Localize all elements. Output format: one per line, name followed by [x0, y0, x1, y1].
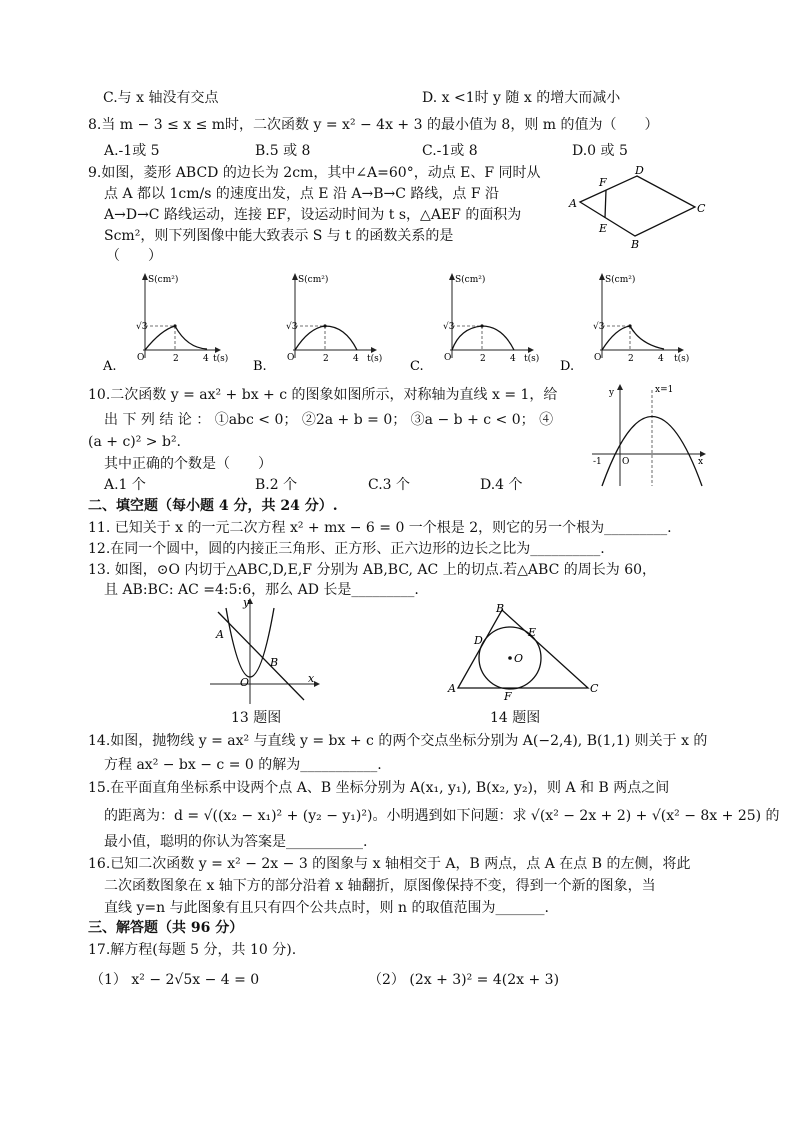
q14-line-2: 方程 ax² − bx − c = 0 的解为___________. [104, 757, 382, 773]
section-3-heading: 三、解答题（共 96 分） [88, 920, 244, 936]
svg-text:C: C [590, 682, 599, 695]
svg-text:y: y [243, 596, 250, 609]
q9-line-2: 点 A 都以 1cm/s 的速度出发，点 E 沿 A→B→C 路线，点 F 沿 [104, 186, 500, 202]
q10-option-c: C.3 个 [368, 477, 411, 493]
q14-line-1: 14.如图，抛物线 y = ax² 与直线 y = bx + c 的两个交点坐标分别为 A(−2,4), B(1,1) 则关于 x 的 [88, 733, 708, 749]
q9-line-3: A→D→C 路线运动，连接 EF，设运动时间为 t s，△AEF 的面积为 [104, 207, 522, 223]
svg-text:O: O [444, 353, 452, 363]
q15-line-1: 15.在平面直角坐标系中设两个点 A、B 坐标分别为 A(x₁, y₁), B(x₂, y₂)，则 A 和 B 两点之间 [88, 780, 670, 796]
q13-line-2: 且 AB:BC: AC =4:5:6，那么 AD 长是_________. [104, 582, 419, 598]
figure-13-caption: 13 题图 [231, 710, 282, 726]
q8-option-d: D.0 或 5 [572, 143, 628, 159]
svg-text:t(s): t(s) [213, 354, 229, 364]
svg-text:x: x [698, 457, 704, 467]
svg-text:2: 2 [323, 354, 329, 364]
figure-13 [200, 596, 330, 706]
svg-text:S(cm²): S(cm²) [148, 275, 179, 285]
graph-option-a-label: A. [103, 359, 117, 374]
svg-text:O: O [594, 353, 602, 363]
graph-option-c [410, 270, 540, 374]
q12: 12.在同一个圆中，圆的内接正三角形、正方形、正六边形的边长之比为__________. [88, 541, 605, 557]
rhombus-label-d: D [635, 164, 644, 177]
figure-14-caption: 14 题图 [490, 710, 541, 726]
q8-option-c: C.-1或 8 [422, 143, 478, 159]
q15-line-2: 的距离为：d = √((x₂ − x₁)² + (y₂ − y₁)²)。小明遇到如下问题：求 √(x² − 2x + 2) + √(x² − 8x + 25) 的 [104, 808, 780, 824]
q10-option-a: A.1 个 [104, 477, 146, 493]
q10-line-1: 10.二次函数 y = ax² + bx + c 的图象如图所示，对称轴为直线 x = 1，给 [88, 387, 558, 403]
figure-14 [440, 596, 610, 706]
svg-text:B: B [270, 656, 279, 669]
svg-text:B: B [496, 602, 505, 615]
svg-text:t(s): t(s) [367, 354, 383, 364]
rhombus-label-e: E [599, 222, 608, 235]
svg-text:D: D [474, 634, 483, 647]
svg-text:A: A [216, 628, 224, 641]
q7-option-d: D. x <1时 y 随 x 的增大而减小 [422, 90, 621, 106]
svg-text:O: O [137, 353, 145, 363]
q16-line-2: 二次函数图象在 x 轴下方的部分沿着 x 轴翻折，原图像保持不变，得到一个新的图象，当 [104, 878, 656, 894]
svg-text:x=1: x=1 [655, 385, 674, 395]
graph-option-d-label: D. [560, 359, 575, 374]
graph-option-a [103, 270, 229, 374]
q8-stem: 8.当 m − 3 ≤ x ≤ m时，二次函数 y = x² − 4x + 3 的最小值为 8，则 m 的值为（ ） [88, 117, 659, 133]
svg-text:A: A [448, 682, 456, 695]
q15-line-3: 最小值，聪明的你认为答案是___________. [104, 834, 368, 850]
q7-option-c: C.与 x 轴没有交点 [103, 90, 219, 106]
svg-text:O: O [287, 353, 295, 363]
q16-line-1: 16.已知二次函数 y = x² − 2x − 3 的图象与 x 轴相交于 A，B 两点，点 A 在点 B 的左侧，将此 [88, 856, 691, 872]
section-2-heading: 二、填空题（每小题 4 分，共 24 分）. [88, 498, 338, 514]
q8-option-a: A.-1或 5 [104, 143, 160, 159]
svg-text:O: O [240, 676, 250, 689]
graph-option-b [253, 270, 383, 374]
q10-line-2: 出 下 列 结 论 ： ①abc < 0； ②2a + b = 0； ③a − b + c < 0； ④ [104, 412, 554, 428]
svg-text:4: 4 [353, 354, 359, 364]
svg-text:√3: √3 [136, 322, 148, 332]
q13-line-1: 13. 如图，⊙O 内切于△ABC,D,E,F 分别为 AB,BC, AC 上的切点.若△ABC 的周长为 60， [88, 562, 657, 578]
rhombus-label-a: A [569, 197, 577, 210]
svg-text:O: O [622, 457, 630, 467]
graph-option-b-label: B. [253, 359, 267, 374]
svg-text:y: y [609, 388, 615, 398]
svg-text:2: 2 [628, 354, 634, 364]
svg-text:4: 4 [658, 354, 664, 364]
q9-line-5: （ ） [106, 248, 162, 264]
q11: 11. 已知关于 x 的一元二次方程 x² + mx − 6 = 0 一个根是 2，则它的另一个根为_________. [88, 520, 672, 536]
svg-text:√3: √3 [593, 322, 605, 332]
svg-text:t(s): t(s) [524, 354, 540, 364]
graph-option-d [560, 270, 692, 374]
svg-text:√3: √3 [443, 322, 455, 332]
q17-stem: 17.解方程(每题 5 分，共 10 分). [88, 942, 297, 958]
svg-text:F: F [504, 690, 512, 703]
graph-option-c-label: C. [410, 359, 424, 374]
svg-text:S(cm²): S(cm²) [605, 275, 636, 285]
rhombus-label-c: C [697, 202, 706, 215]
q10-option-b: B.2 个 [255, 477, 298, 493]
q10-option-d: D.4 个 [480, 477, 523, 493]
q9-line-4: Scm²，则下列图像中能大致表示 S 与 t 的函数关系的是 [104, 228, 454, 244]
rhombus-figure [565, 160, 710, 252]
svg-text:t(s): t(s) [674, 354, 690, 364]
q8-option-b: B.5 或 8 [255, 143, 311, 159]
q16-line-3: 直线 y=n 与此图象有且只有四个公共点时，则 n 的取值范围为_______. [104, 900, 549, 916]
q17-part-1: （1） x² − 2√5x − 4 = 0 [90, 972, 260, 988]
q17-part-2: （2） (2x + 3)² = 4(2x + 3) [368, 972, 560, 988]
svg-text:√3: √3 [286, 322, 298, 332]
svg-text:4: 4 [203, 354, 209, 364]
q10-line-4: 其中正确的个数是（ ） [104, 456, 272, 472]
svg-text:S(cm²): S(cm²) [298, 275, 329, 285]
svg-text:S(cm²): S(cm²) [455, 275, 486, 285]
parabola-figure-q10 [590, 382, 710, 488]
svg-text:x: x [308, 672, 315, 685]
svg-text:O: O [514, 652, 524, 665]
svg-text:2: 2 [480, 354, 486, 364]
rhombus-label-b: B [631, 238, 640, 251]
rhombus-label-f: F [599, 176, 607, 189]
svg-text:4: 4 [510, 354, 516, 364]
svg-text:E: E [528, 626, 537, 639]
q10-line-3: (a + c)² > b². [88, 434, 182, 450]
svg-text:-1: -1 [593, 457, 602, 467]
svg-text:2: 2 [173, 354, 179, 364]
q9-line-1: 9.如图，菱形 ABCD 的边长为 2cm，其中∠A=60°，动点 E、F 同时从 [88, 165, 541, 181]
